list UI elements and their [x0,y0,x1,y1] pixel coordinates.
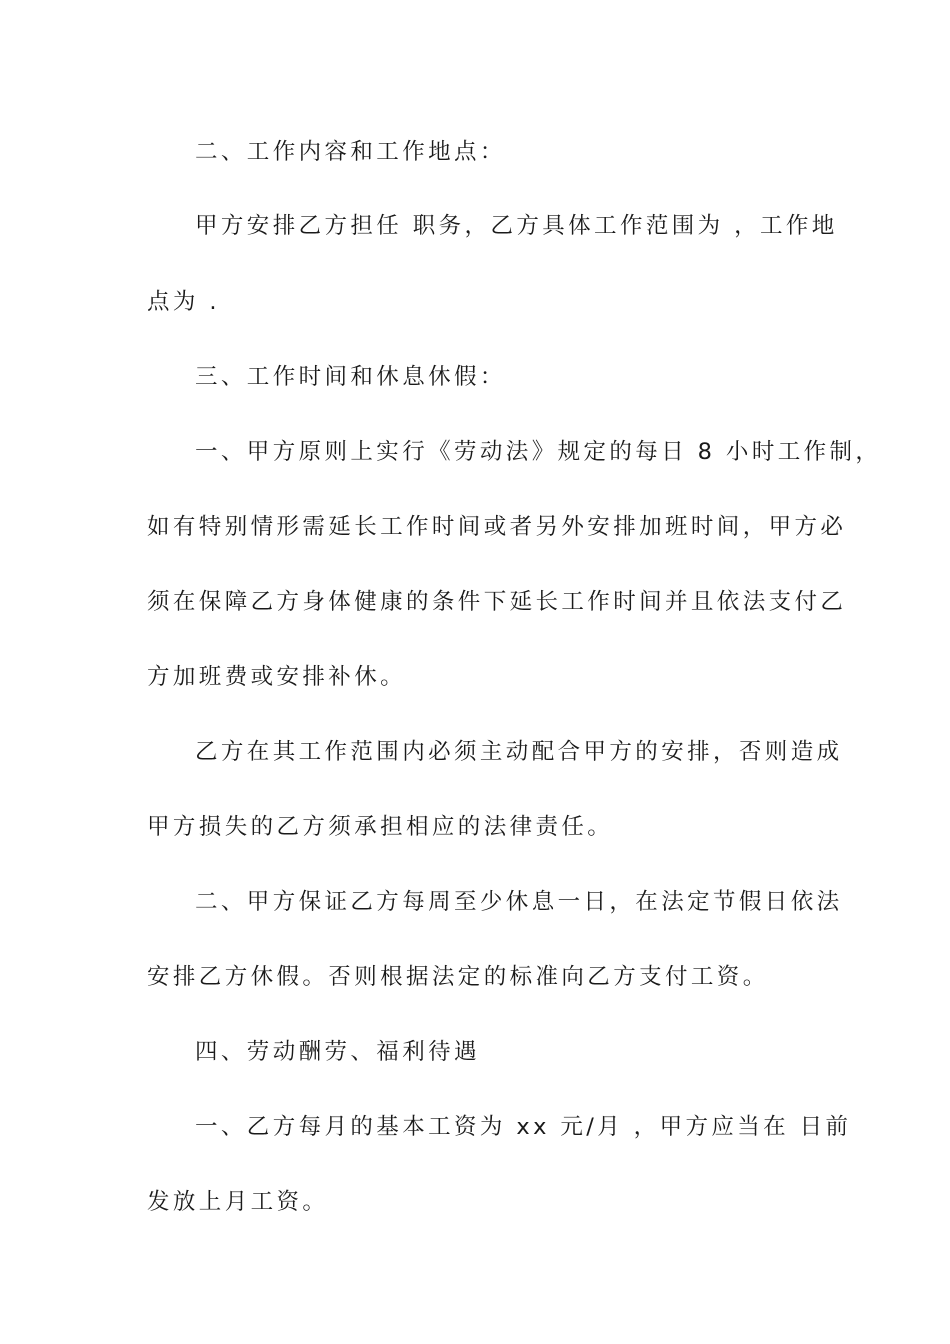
paragraph-line: 一、甲方原则上实行《劳动法》规定的每日 8 小时工作制， [195,439,882,465]
paragraph-line: 乙方在其工作范围内必须主动配合甲方的安排，否则造成 [195,739,843,765]
paragraph-line: 方加班费或安排补休。 [147,664,407,690]
paragraph-line: 甲方安排乙方担任 职务，乙方具体工作范围为 ，工作地 [195,213,838,239]
paragraph-line: 安排乙方休假。否则根据法定的标准向乙方支付工资。 [147,964,769,990]
paragraph-line: 甲方损失的乙方须承担相应的法律责任。 [147,814,614,840]
section-heading-work-content: 二、工作内容和工作地点： [195,139,506,165]
paragraph-line: 须在保障乙方身体健康的条件下延长工作时间并且依法支付乙 [147,589,847,615]
paragraph-line: 如有特别情形需延长工作时间或者另外安排加班时间，甲方必 [147,514,847,540]
section-heading-work-hours: 三、工作时间和休息休假： [195,364,506,390]
paragraph-line: 发放上月工资。 [147,1189,329,1215]
section-heading-compensation: 四、劳动酬劳、福利待遇 [195,1039,480,1065]
paragraph-line: 一、乙方每月的基本工资为 xx 元/月 ，甲方应当在 日前 [195,1114,852,1140]
paragraph-line: 点为 . [147,289,220,315]
paragraph-line: 二、甲方保证乙方每周至少休息一日，在法定节假日依法 [195,889,843,915]
